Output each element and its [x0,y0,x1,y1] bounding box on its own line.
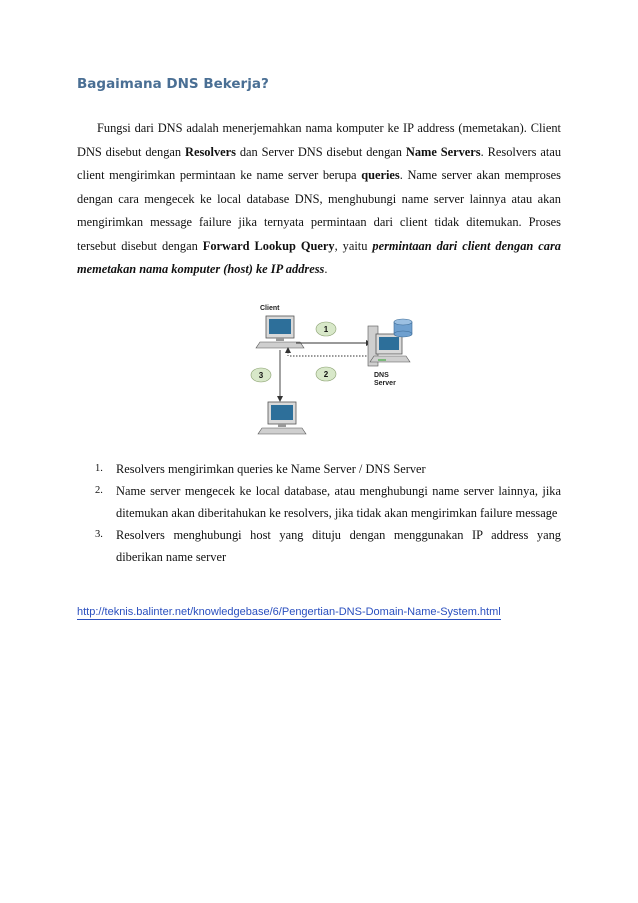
step-2-badge [316,367,336,381]
list-text: Resolvers menghubungi host yang dituju dengan menggunakan IP address yang diberikan name server [116,528,561,564]
step-1-badge [316,322,336,336]
host-computer-icon [258,402,306,434]
list-item [95,480,561,524]
para-text-2: dan Server DNS disebut dengan [235,144,406,159]
server-label: Server [374,380,396,387]
list-item [95,524,561,568]
definition-emphasis: permintaan dari client dengan cara memetakan nama komputer (host) ke IP address [77,238,561,276]
source-link[interactable]: http://teknis.balinter.net/knowledgebase/6/Pengertian-DNS-Domain-Name-System.html [77,606,501,618]
list-text: Resolvers mengirimkan queries ke Name Server / DNS Server [116,462,426,476]
para-text-6: . [324,262,328,276]
list-item [95,458,561,480]
para-text-3: . Resolvers atau client mengirimkan permintaan ke name server berupa [77,144,562,182]
database-icon [394,319,412,337]
dns-label: DNS [374,372,389,379]
term-forward-lookup-query: Forward Lookup Query [202,238,335,253]
steps-list [95,458,561,568]
para-text-5: , yaitu [334,238,373,253]
term-resolvers: Resolvers [185,144,236,159]
body-paragraph [77,117,561,282]
list-number: 2. [95,485,103,496]
list-number: 1. [95,463,103,474]
list-number: 3. [95,529,103,540]
step-3-badge [251,368,271,382]
svg-text:1: 1 [323,325,329,334]
para-text-4: . Name server akan memproses dengan cara mengecek ke local database DNS, menghubungi name server lainnya atau akan mengirimkan message failure jika ternyata permintaan dari client tidak ditemukan. Proses tersebut disebut dengan [77,168,561,253]
dns-diagram [250,298,430,438]
para-text-1: Fungsi dari DNS adalah menerjemahkan nama komputer ke IP address (memetakan). Client DNS disebut dengan [77,121,561,159]
client-label: Client [260,305,280,312]
list-text: Name server mengecek ke local database, atau menghubungi name server lainnya, jika ditemukan akan diberitahukan ke resolvers, jika tidak akan mengirimkan failure message [116,484,561,520]
svg-text:3: 3 [258,371,264,380]
section-heading: Bagaimana DNS Bekerja? [77,76,269,92]
term-name-servers: Name Servers [405,144,481,159]
term-queries: queries [361,168,400,182]
svg-text:2: 2 [323,370,329,379]
